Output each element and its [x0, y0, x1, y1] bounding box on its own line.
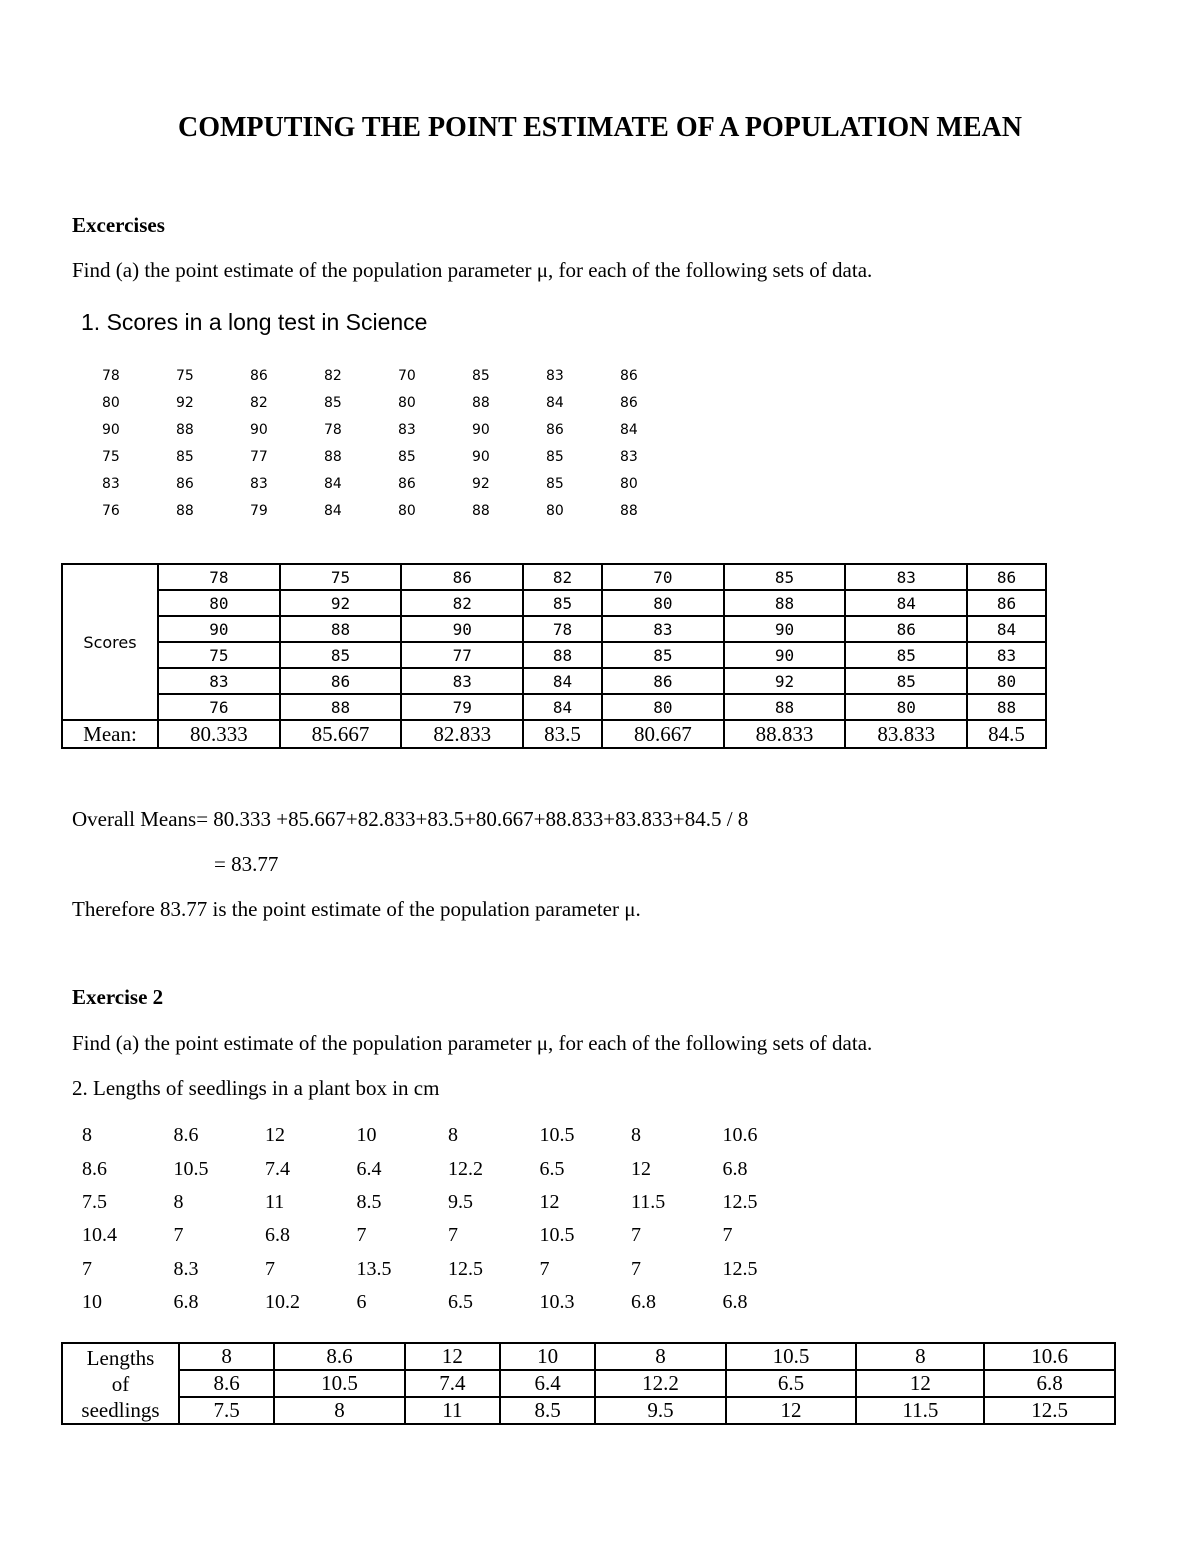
seedlings-raw-cell: 10.2 [265, 1291, 300, 1314]
scores-raw-cell: 83 [620, 448, 638, 465]
score-cell: 88 [280, 694, 402, 720]
score-cell: 84 [845, 590, 967, 616]
scores-raw-cell: 80 [620, 475, 638, 492]
seedling-cell: 10.5 [726, 1343, 857, 1370]
scores-raw-cell: 77 [250, 448, 268, 465]
mean-row [62, 720, 1046, 748]
scores-raw-cell: 80 [398, 394, 416, 411]
seedlings-raw-cell: 6.8 [173, 1291, 199, 1314]
scores-raw-cell: 83 [546, 367, 564, 384]
seedlings-raw-cell: 7.5 [82, 1190, 107, 1213]
seedlings-raw-cell: 7 [356, 1224, 367, 1247]
seedlings-label-line: seedlings [81, 1397, 160, 1422]
score-cell: 88 [724, 694, 846, 720]
seedlings-raw-cell: 7 [265, 1257, 275, 1280]
scores-raw-cell: 84 [324, 475, 342, 492]
section1-problem-title: 1. Scores in a long test in Science [81, 309, 428, 335]
seedlings-raw-cell: 12.5 [722, 1257, 758, 1280]
score-cell: 82 [523, 564, 602, 590]
mean-cell: 83.833 [845, 720, 967, 748]
score-cell: 85 [280, 642, 402, 668]
scores-raw-cell: 88 [324, 448, 342, 465]
seedlings-raw-cell: 11.5 [631, 1190, 666, 1213]
scores-raw-cell: 85 [546, 448, 564, 465]
overall-mean-result: = 83.77 [214, 852, 279, 876]
seedlings-raw-cell: 7 [539, 1257, 550, 1280]
section2-problem-title: 2. Lengths of seedlings in a plant box in cm [72, 1076, 440, 1100]
scores-table-row [62, 642, 1046, 668]
scores-raw-row [97, 443, 689, 470]
score-cell: 83 [602, 616, 724, 642]
seedlings-raw-cell: 12.5 [722, 1190, 758, 1213]
scores-raw-cell: 83 [398, 421, 416, 438]
seedlings-raw-cell: 13.5 [356, 1257, 392, 1280]
scores-raw-row [97, 497, 689, 524]
score-cell: 85 [523, 590, 602, 616]
scores-raw-cell: 92 [176, 394, 194, 411]
scores-table-row [62, 564, 1046, 590]
section2-heading: Exercise 2 [72, 985, 164, 1009]
seedlings-label-line: of [111, 1371, 130, 1396]
seedling-cell: 11.5 [856, 1397, 984, 1424]
scores-raw-cell: 92 [472, 475, 490, 492]
scores-raw-cell: 70 [398, 367, 416, 384]
mean-cell: 80.333 [158, 720, 280, 748]
seedling-cell: 11 [405, 1397, 500, 1424]
seedlings-raw-row [78, 1186, 810, 1219]
score-cell: 75 [280, 564, 402, 590]
seedlings-raw-cell: 7 [722, 1224, 733, 1247]
scores-raw-cell: 90 [472, 448, 490, 465]
seedlings-raw-cell: 6.5 [448, 1291, 473, 1314]
scores-raw-cell: 85 [398, 448, 416, 465]
scores-raw-cell: 90 [250, 421, 268, 438]
score-cell: 90 [724, 616, 846, 642]
score-cell: 78 [158, 564, 280, 590]
seedlings-raw-grid [78, 1119, 810, 1319]
score-cell: 86 [845, 616, 967, 642]
seedlings-raw-cell: 8 [82, 1124, 92, 1147]
scores-raw-cell: 86 [176, 475, 194, 492]
scores-raw-cell: 75 [102, 448, 120, 465]
seedling-cell: 8 [274, 1397, 405, 1424]
seedlings-row-label [62, 1343, 179, 1424]
score-cell: 80 [967, 668, 1046, 694]
seedlings-raw-cell: 10.5 [173, 1157, 209, 1180]
seedlings-raw-cell: 6.8 [722, 1291, 748, 1314]
scores-raw-row [97, 362, 689, 389]
score-cell: 75 [158, 642, 280, 668]
seedling-cell: 7.5 [179, 1397, 274, 1424]
seedlings-raw-cell: 10 [82, 1291, 102, 1314]
score-cell: 88 [724, 590, 846, 616]
score-cell: 90 [724, 642, 846, 668]
scores-raw-cell: 84 [620, 421, 638, 438]
score-cell: 88 [523, 642, 602, 668]
scores-table-row [62, 616, 1046, 642]
score-cell: 83 [967, 642, 1046, 668]
scores-raw-cell: 83 [102, 475, 120, 492]
score-cell: 92 [280, 590, 402, 616]
seedling-cell: 8.6 [179, 1370, 274, 1397]
seedlings-raw-cell: 8.6 [173, 1124, 199, 1147]
seedlings-raw-cell: 10 [356, 1124, 377, 1147]
seedlings-raw-cell: 8 [448, 1124, 458, 1147]
seedlings-raw-cell: 10.5 [539, 1124, 575, 1147]
score-cell: 92 [724, 668, 846, 694]
section2-instruction: Find (a) the point estimate of the population parameter μ, for each of the following sets of data. [72, 1031, 873, 1055]
scores-raw-cell: 86 [546, 421, 564, 438]
seedling-cell: 6.5 [726, 1370, 857, 1397]
scores-raw-cell: 78 [102, 367, 120, 384]
scores-raw-cell: 85 [546, 475, 564, 492]
score-cell: 88 [280, 616, 402, 642]
scores-raw-cell: 88 [472, 394, 490, 411]
score-cell: 70 [602, 564, 724, 590]
seedlings-raw-cell: 7 [82, 1257, 92, 1280]
score-cell: 85 [724, 564, 846, 590]
score-cell: 84 [523, 694, 602, 720]
scores-raw-cell: 83 [250, 475, 268, 492]
scores-table [61, 563, 1047, 749]
seedlings-table-row [62, 1370, 1115, 1397]
seedlings-raw-cell: 10.6 [722, 1124, 758, 1147]
seedlings-raw-cell: 8.5 [356, 1190, 382, 1213]
scores-raw-cell: 80 [398, 502, 416, 519]
score-cell: 82 [401, 590, 523, 616]
mean-cell: 84.5 [967, 720, 1046, 748]
score-cell: 85 [845, 668, 967, 694]
score-cell: 80 [845, 694, 967, 720]
mean-cell: 85.667 [280, 720, 402, 748]
scores-raw-grid [97, 362, 689, 524]
seedlings-raw-cell: 8.6 [82, 1157, 107, 1180]
seedling-cell: 8 [179, 1343, 274, 1370]
mean-cell: 80.667 [602, 720, 724, 748]
scores-table-row [62, 668, 1046, 694]
mean-cell: 82.833 [401, 720, 523, 748]
score-cell: 90 [158, 616, 280, 642]
scores-table-row [62, 694, 1046, 720]
seedling-cell: 12 [856, 1370, 984, 1397]
seedlings-table-row [62, 1397, 1115, 1424]
scores-raw-cell: 79 [250, 502, 268, 519]
scores-table-row [62, 590, 1046, 616]
scores-raw-cell: 75 [176, 367, 194, 384]
seedlings-raw-cell: 7 [448, 1224, 458, 1247]
seedlings-raw-cell: 8 [631, 1124, 641, 1147]
seedling-cell: 8.6 [274, 1343, 405, 1370]
scores-raw-cell: 76 [102, 502, 120, 519]
seedling-cell: 10 [500, 1343, 595, 1370]
scores-raw-cell: 90 [472, 421, 490, 438]
scores-raw-cell: 86 [398, 475, 416, 492]
mean-cell: 88.833 [724, 720, 846, 748]
seedling-cell: 8 [595, 1343, 726, 1370]
seedling-cell: 7.4 [405, 1370, 500, 1397]
seedling-cell: 12 [726, 1397, 857, 1424]
seedlings-raw-cell: 11 [265, 1190, 285, 1213]
score-cell: 83 [401, 668, 523, 694]
seedlings-raw-cell: 8 [173, 1190, 184, 1213]
seedlings-raw-cell: 7 [173, 1224, 184, 1247]
seedlings-raw-cell: 6.8 [265, 1224, 290, 1247]
scores-raw-cell: 80 [546, 502, 564, 519]
scores-raw-cell: 86 [620, 367, 638, 384]
seedlings-raw-cell: 6.8 [631, 1291, 656, 1314]
score-cell: 86 [967, 590, 1046, 616]
seedlings-raw-row [78, 1219, 810, 1252]
seedlings-raw-cell: 10.4 [82, 1224, 117, 1247]
scores-raw-cell: 85 [472, 367, 490, 384]
score-cell: 84 [523, 668, 602, 694]
score-cell: 79 [401, 694, 523, 720]
seedlings-table-row [62, 1343, 1115, 1370]
score-cell: 80 [158, 590, 280, 616]
section1-instruction: Find (a) the point estimate of the population parameter μ, for each of the following sets of data. [72, 258, 873, 282]
score-cell: 86 [280, 668, 402, 694]
scores-row-label: Scores [62, 564, 158, 720]
overall-mean-formula: Overall Means= 80.333 +85.667+82.833+83.5+80.667+88.833+83.833+84.5 / 8 [72, 807, 749, 831]
scores-raw-cell: 85 [176, 448, 194, 465]
seedlings-label-line: Lengths [86, 1345, 155, 1370]
seedlings-raw-row [78, 1152, 810, 1185]
score-cell: 80 [602, 694, 724, 720]
seedling-cell: 9.5 [595, 1397, 726, 1424]
seedlings-raw-cell: 12 [265, 1124, 285, 1147]
scores-raw-cell: 88 [620, 502, 638, 519]
scores-raw-cell: 82 [250, 394, 268, 411]
score-cell: 86 [967, 564, 1046, 590]
mean-label: Mean: [62, 720, 158, 748]
scores-raw-cell: 82 [324, 367, 342, 384]
scores-raw-row [97, 470, 689, 497]
scores-raw-row [97, 389, 689, 416]
scores-raw-cell: 84 [324, 502, 342, 519]
seedlings-raw-cell: 12 [539, 1190, 560, 1213]
seedlings-table [61, 1342, 1116, 1425]
score-cell: 77 [401, 642, 523, 668]
scores-raw-cell: 88 [176, 502, 194, 519]
seedlings-raw-cell: 6.8 [722, 1157, 748, 1180]
seedlings-raw-cell: 7 [631, 1257, 641, 1280]
score-cell: 86 [401, 564, 523, 590]
score-cell: 80 [602, 590, 724, 616]
score-cell: 88 [967, 694, 1046, 720]
scores-raw-cell: 86 [250, 367, 268, 384]
seedlings-raw-cell: 7.4 [265, 1157, 290, 1180]
seedling-cell: 12.2 [595, 1370, 726, 1397]
seedlings-raw-cell: 6.4 [356, 1157, 382, 1180]
seedling-cell: 8 [856, 1343, 984, 1370]
scores-raw-cell: 88 [472, 502, 490, 519]
scores-raw-cell: 85 [324, 394, 342, 411]
section1-heading: Excercises [72, 213, 165, 237]
score-cell: 83 [845, 564, 967, 590]
seedlings-raw-cell: 12 [631, 1157, 651, 1180]
seedling-cell: 12.5 [984, 1397, 1115, 1424]
scores-raw-cell: 84 [546, 394, 564, 411]
seedlings-raw-cell: 6.5 [539, 1157, 565, 1180]
score-cell: 84 [967, 616, 1046, 642]
seedling-cell: 6.8 [984, 1370, 1115, 1397]
seedlings-raw-cell: 12.2 [448, 1157, 483, 1180]
seedlings-raw-cell: 9.5 [448, 1190, 473, 1213]
scores-raw-cell: 78 [324, 421, 342, 438]
scores-raw-cell: 86 [620, 394, 638, 411]
seedlings-raw-cell: 6 [356, 1291, 367, 1314]
seedlings-raw-cell: 10.3 [539, 1291, 575, 1314]
section1-conclusion: Therefore 83.77 is the point estimate of the population parameter μ. [72, 897, 641, 921]
scores-raw-cell: 90 [102, 421, 120, 438]
page-title: COMPUTING THE POINT ESTIMATE OF A POPULATION MEAN [178, 112, 1022, 143]
scores-raw-cell: 80 [102, 394, 120, 411]
seedling-cell: 12 [405, 1343, 500, 1370]
seedlings-raw-cell: 10.5 [539, 1224, 575, 1247]
score-cell: 85 [845, 642, 967, 668]
scores-raw-row [97, 416, 689, 443]
seedlings-raw-row [78, 1119, 810, 1152]
seedling-cell: 10.5 [274, 1370, 405, 1397]
seedlings-raw-cell: 8.3 [173, 1257, 199, 1280]
score-cell: 86 [602, 668, 724, 694]
mean-cell: 83.5 [523, 720, 602, 748]
seedlings-raw-cell: 7 [631, 1224, 641, 1247]
seedlings-raw-row [78, 1286, 810, 1319]
score-cell: 78 [523, 616, 602, 642]
score-cell: 76 [158, 694, 280, 720]
score-cell: 90 [401, 616, 523, 642]
seedling-cell: 8.5 [500, 1397, 595, 1424]
seedlings-raw-row [78, 1253, 810, 1286]
score-cell: 85 [602, 642, 724, 668]
scores-raw-cell: 88 [176, 421, 194, 438]
seedlings-raw-cell: 12.5 [448, 1257, 483, 1280]
score-cell: 83 [158, 668, 280, 694]
seedling-cell: 6.4 [500, 1370, 595, 1397]
seedling-cell: 10.6 [984, 1343, 1115, 1370]
